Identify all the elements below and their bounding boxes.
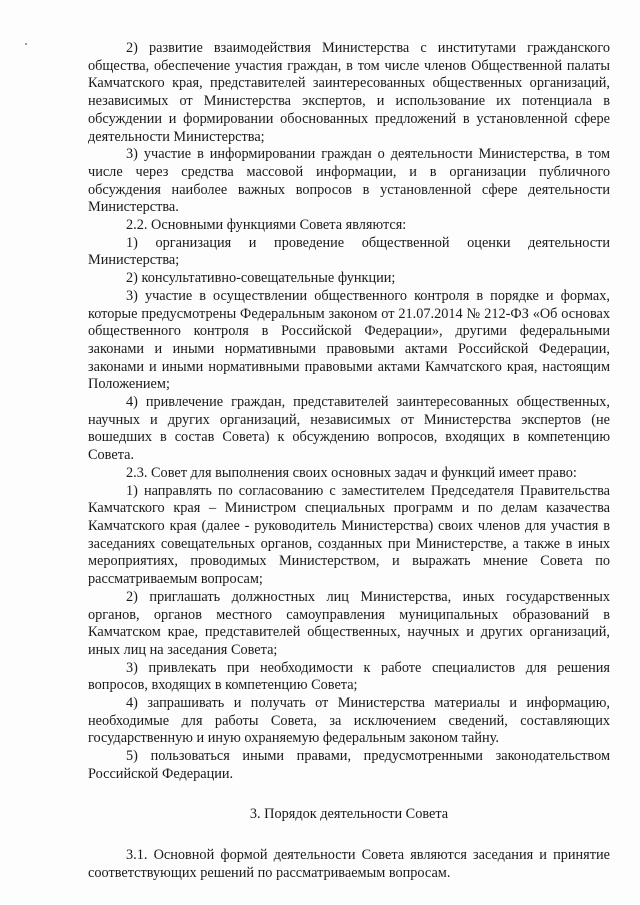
paragraph: 2) развитие взаимодействия Министерства с институтами гражданского общества, обеспечение участия граждан, в том числе членов Общественной палаты Камчатского края, представителей заинтересованных общественных организаций, независимых от Министерства экспертов, и использование их потенциала в обсуждении и формировании обоснованных предложений в установленной сфере деятельности Министерства; [88, 40, 610, 145]
section-heading: 3. Порядок деятельности Совета [249, 805, 449, 822]
scan-mark [25, 43, 27, 45]
paragraph: 4) привлечение граждан, представителей заинтересованных общественных, научных и других организаций, независимых от Министерства экспертов (не вошедших в состав Совета) к обсуждению вопросов, входящих в компетенцию Совета. [88, 394, 610, 464]
paragraph: 2.2. Основными функциями Совета являются: [126, 217, 407, 234]
paragraph: 4) запрашивать и получать от Министерства материалы и информацию, необходимые для работы Совета, за исключением сведений, составляющих государственную и иную охраняемую федеральным законом тайну. [88, 695, 610, 747]
paragraph: 2) консультативно-совещательные функции; [126, 270, 396, 287]
paragraph: 5) пользоваться иными правами, предусмотренными законодательством Российской Федерации. [88, 748, 610, 782]
document-body [88, 40, 610, 883]
paragraph: 3.1. Основной формой деятельности Совета являются заседания и принятие соответствующих решений по рассматриваемым вопросам. [88, 847, 610, 881]
paragraph: 3) привлекать при необходимости к работе специалистов для решения вопросов, входящих в компетенцию Совета; [88, 659, 610, 694]
paragraph: 3) участие в осуществлении общественного контроля в порядке и формах, которые предусмотрены Федеральным законом от 21.07.2014 № 212-ФЗ «Об основах общественного контроля в Российской Федерации», другими федеральными законами и иными нормативными правовыми актами Российской Федерации, законами и иными нормативными правовыми актами Камчатского края, настоящим Положением; [88, 287, 610, 393]
paragraph: 2) приглашать должностных лиц Министерства, иных государственных органов, органов местного самоуправления муниципальных образований в Камчатском крае, представителей общественных, научных и других организаций, иных лиц на заседания Совета; [88, 588, 610, 658]
paragraph: 1) организация и проведение общественной оценки деятельности Министерства; [88, 234, 610, 269]
paragraph: 2.3. Совет для выполнения своих основных задач и функций имеет право: [126, 464, 577, 481]
paragraph: 1) направлять по согласованию с заместителем Председателя Правительства Камчатского края – Министром специальных программ и по делам казачества Камчатского края (далее - руководитель Министерства) своих членов для участия в заседаниях совещательных органов, созданных при Министерстве, а также в иных мероприятиях, проводимых Министерством, и выражать мнение Совета по рассматриваемым вопросам; [88, 482, 610, 588]
paragraph: 3) участие в информировании граждан о деятельности Министерства, в том числе через средства массовой информации, и в организации публичного обсуждения наиболее важных вопросов в установленной сфере деятельности Министерства. [88, 146, 610, 216]
